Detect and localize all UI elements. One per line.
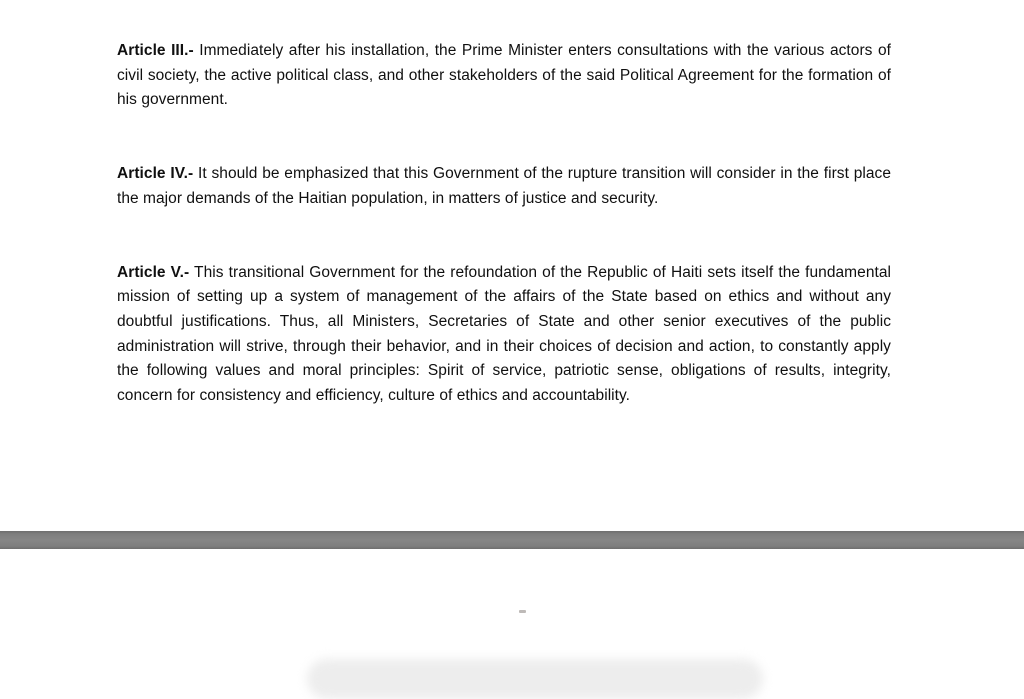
floating-element-shadow [307,659,763,699]
document-page-next [0,549,1024,676]
paragraph-article-3 [117,39,891,113]
article-3-heading: Article III.- [117,42,194,59]
page-separator-bar [0,531,1024,549]
faint-next-page-mark [519,610,526,613]
article-3-body: Immediately after his installation, the Prime Minister enters consultations with the various actors of civil society, the active political class, and other stakeholders of the said Political Agreement for the formation of his government. [117,42,891,109]
paragraph-article-5 [117,261,891,409]
article-4-body: It should be emphasized that this Government of the rupture transition will consider in the first place the major demands of the Haitian population, in matters of justice and security. [117,165,892,207]
page-text-block [117,39,891,458]
paragraph-article-4 [117,162,891,211]
article-4-heading: Article IV.- [117,165,194,183]
article-5-heading: Article V.- [117,263,190,281]
article-5-body: This transitional Government for the refoundation of the Republic of Haiti sets itself the fundamental mission of setting up a system of management of the affairs of the State based on ethics and without any doubtful justifications. Thus, all Ministers, Secretaries of State and other senior executives of the public administration will strive, through their behavior, and in their choices of decision and action, to constantly apply the following values and moral principles: Spirit of service, patriotic sense, obligations of results, integrity, concern for consistency and efficiency, culture of ethics and accountability. [117,263,892,405]
